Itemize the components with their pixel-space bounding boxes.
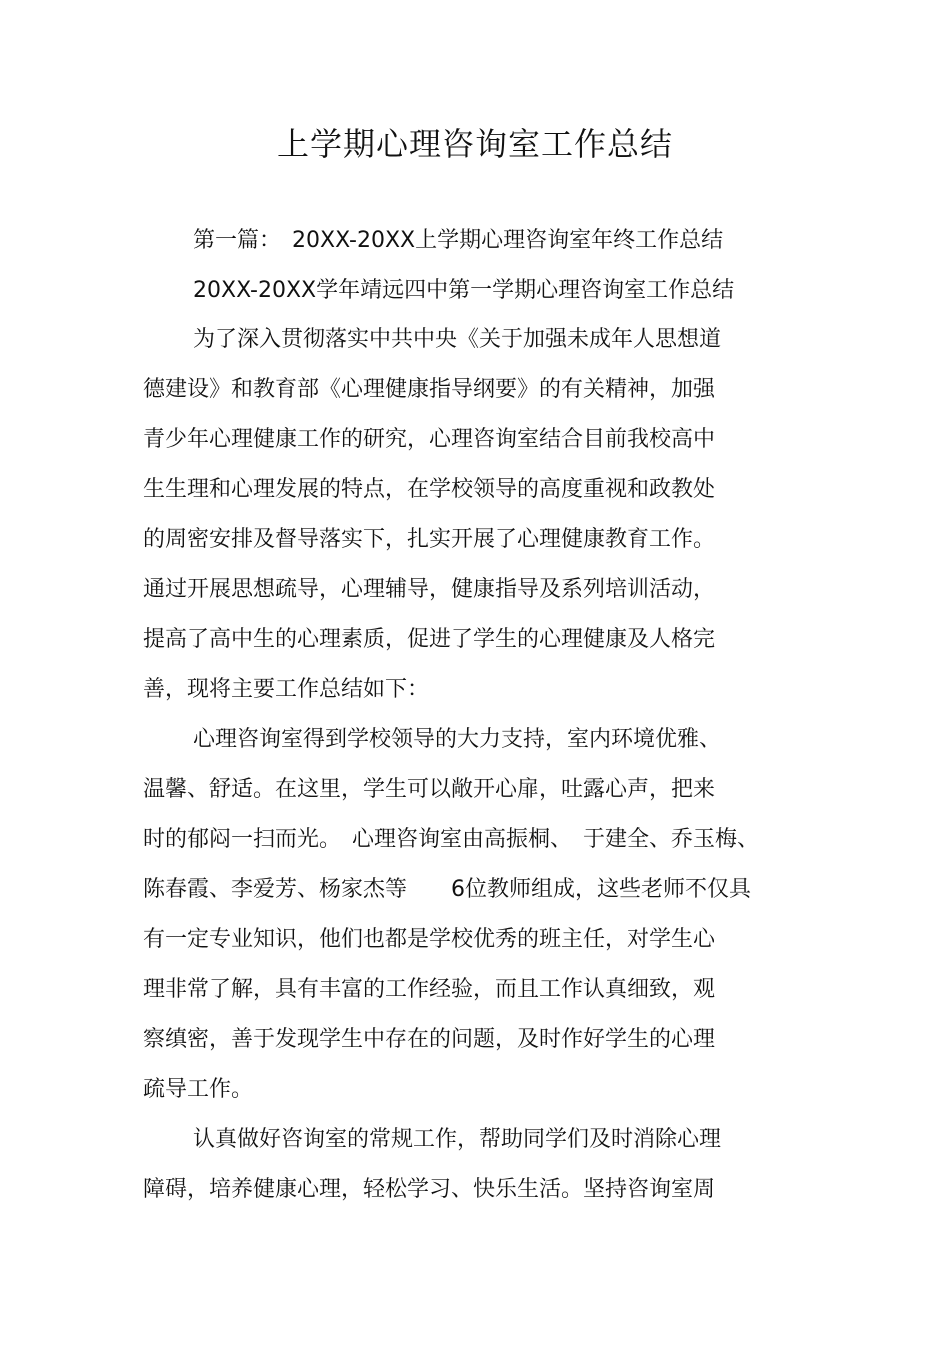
text-line: 生生理和心理发展的特点，在学校领导的高度重视和政教处 [143, 477, 716, 502]
text-line: 有一定专业知识，他们也都是学校优秀的班主任，对学生心 [143, 927, 716, 952]
text-line: 青少年心理健康工作的研究，心理咨询室结合目前我校高中 [143, 427, 716, 452]
text-line: 心理咨询室得到学校领导的大力支持，室内环境优雅、 [193, 727, 722, 752]
text-line: 障碍，培养健康心理，轻松学习、快乐生活。坚持咨询室周 [143, 1177, 716, 1202]
document-title: 上学期心理咨询室工作总结 [276, 125, 673, 163]
text-line: 20XX-20XX学年靖远四中第一学期心理咨询室工作总结 [193, 278, 735, 303]
text-line: 认真做好咨询室的常规工作，帮助同学们及时消除心理 [193, 1127, 722, 1152]
text-line: 第一篇： 20XX-20XX上学期心理咨询室年终工作总结 [193, 228, 724, 253]
text-line: 通过开展思想疏导，心理辅导，健康指导及系列培训活动， [143, 577, 716, 602]
text-line: 德建设》和教育部《心理健康指导纲要》的有关精神，加强 [143, 377, 716, 402]
text-line: 察缜密，善于发现学生中存在的问题，及时作好学生的心理 [143, 1027, 716, 1052]
text-line: 为了深入贯彻落实中共中央《关于加强未成年人思想道 [193, 327, 722, 352]
text-line: 陈春霞、李爱芳、杨家杰等 6位教师组成，这些老师不仅具 [143, 877, 751, 902]
text-line: 善，现将主要工作总结如下： [143, 677, 430, 702]
text-line: 疏导工作。 [143, 1077, 254, 1102]
text-line: 时的郁闷一扫而光。 心理咨询室由高振桐、 于建全、乔玉梅、 [143, 827, 760, 852]
text-line: 温馨、舒适。在这里，学生可以敞开心扉，吐露心声，把来 [143, 777, 716, 802]
text-line: 的周密安排及督导落实下，扎实开展了心理健康教育工作。 [143, 527, 716, 552]
text-line: 理非常了解，具有丰富的工作经验，而且工作认真细致，观 [143, 977, 716, 1002]
text-line: 提高了高中生的心理素质，促进了学生的心理健康及人格完 [143, 627, 716, 652]
